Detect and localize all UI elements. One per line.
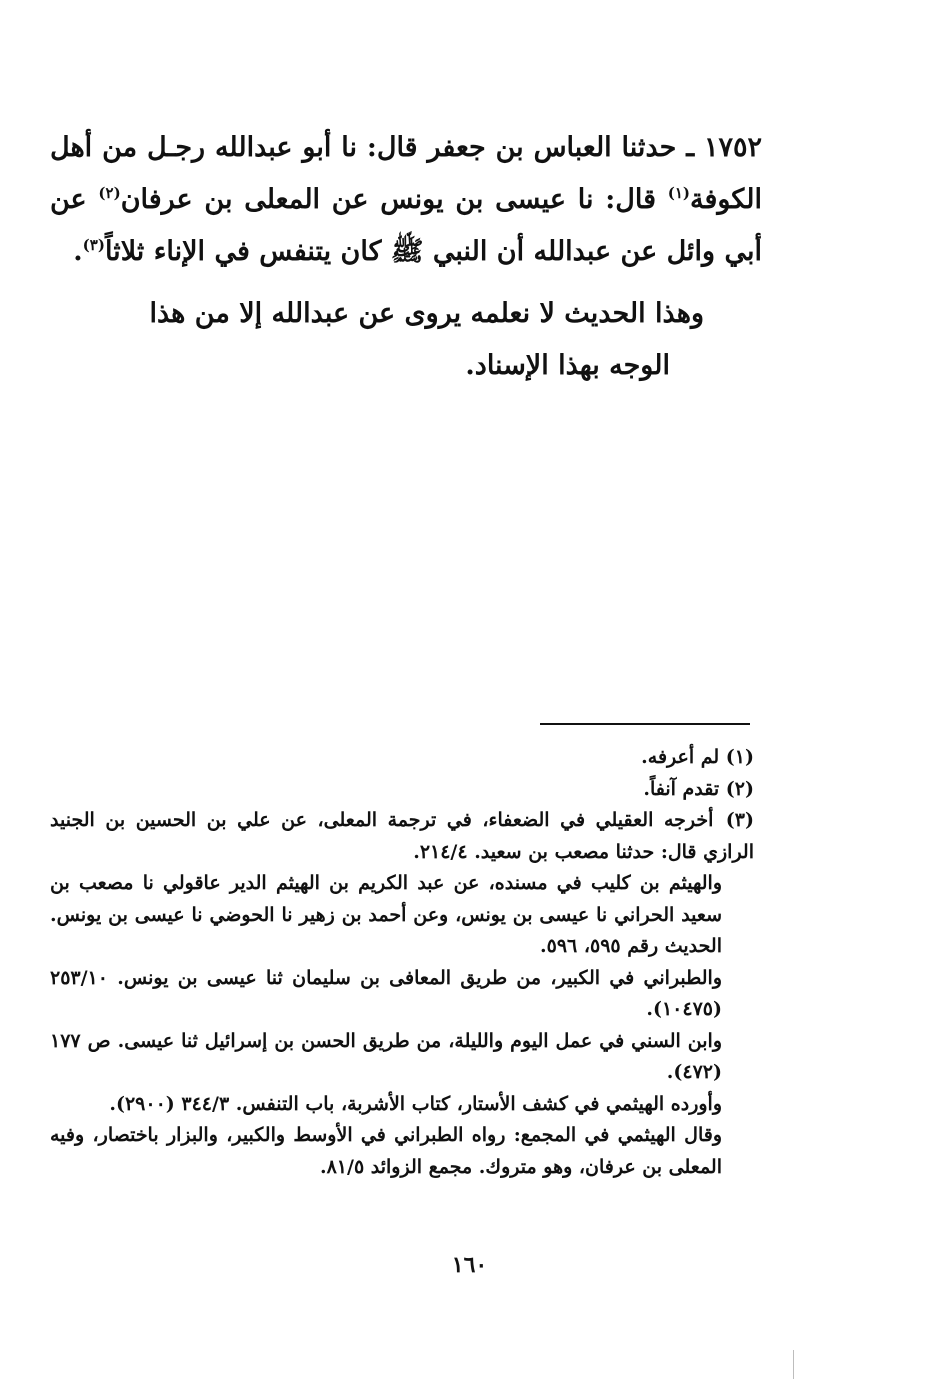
footnote-ref-1[interactable]: (١) — [667, 184, 691, 202]
hadith-intro: ـ حدثنا العباس بن جعفر قال: نا أبو عبدالله رجـل من أهل الكوفة — [50, 132, 762, 215]
hadith-number: ١٧٥٢ — [703, 132, 762, 163]
comment-line-1: وهذا الحديث لا نعلمه يروى عن عبدالله إلا من هذا — [149, 298, 704, 329]
hadith-paragraph — [50, 122, 762, 278]
footnote-3-line-2: والهيثم بن كليب في مسنده، عن عبد الكريم بن الهيثم الدير عاقولي نا مصعب بن سعيد الحراني نا عيسى بن يونس، وعن أحمد بن زهير نا الحوضي نا عيسى بن يونس. الحديث رقم ٥٩٥، ٥٩٦. — [50, 872, 723, 957]
page-number: ١٦٠ — [451, 1252, 488, 1278]
comment-line-2: الوجه بهذا الإسناد. — [465, 350, 670, 381]
footnote-2: (٢) تقدم آنفاً. — [643, 777, 754, 800]
footnote-ref-3[interactable]: (٣) — [82, 236, 105, 254]
footnote-separator — [540, 723, 750, 725]
comment-paragraph — [50, 288, 762, 392]
footnote-3-line-6: وقال الهيثمي في المجمع: رواه الطبراني في الأوسط والكبير، والبزار باختصار، وفيه المعلى بن عرفان، وهو متروك. مجمع الزوائد ٨١/٥. — [50, 1124, 722, 1178]
scan-edge-mark — [793, 1350, 794, 1379]
footnote-3-line-1: أخرجه العقيلي في الضعفاء، في ترجمة المعلى، عن علي بن الحسين بن الجنيد الرازي قال: حدثنا مصعب بن سعيد. ٢١٤/٤. — [50, 809, 754, 863]
main-text — [50, 122, 762, 392]
footnote-3-line-4: وابن السني في عمل اليوم والليلة، من طريق الحسن بن إسرائيل ثنا عيسى. ص ١٧٧ (٤٧٢). — [50, 1029, 722, 1083]
hadith-end: . — [73, 236, 83, 267]
footnote-3-line-5: وأورده الهيثمي في كشف الأستار، كتاب الأشربة، باب التنفس. ٣٤٤/٣ (٢٩٠٠). — [109, 1092, 722, 1115]
footnote-ref-2[interactable]: (٢) — [98, 184, 121, 202]
hadith-rest: عن أبي وائل عن عبدالله أن النبي ﷺ كان يتنفس في الإناء ثلاثاً — [50, 184, 762, 267]
footnote-3-line-3: والطبراني في الكبير، من طريق المعافى بن سليمان ثنا عيسى بن يونس. ٢٥٣/١٠ (١٠٤٧٥). — [50, 966, 722, 1020]
hadith-mid: قال: نا عيسى بن يونس عن المعلى بن عرفان — [120, 184, 668, 215]
footnote-3 — [50, 805, 754, 868]
footnote-1: (١) لم أعرفه. — [641, 746, 754, 768]
footnote-3-label: (٣) — [725, 809, 754, 831]
footnotes-section — [50, 742, 754, 1183]
